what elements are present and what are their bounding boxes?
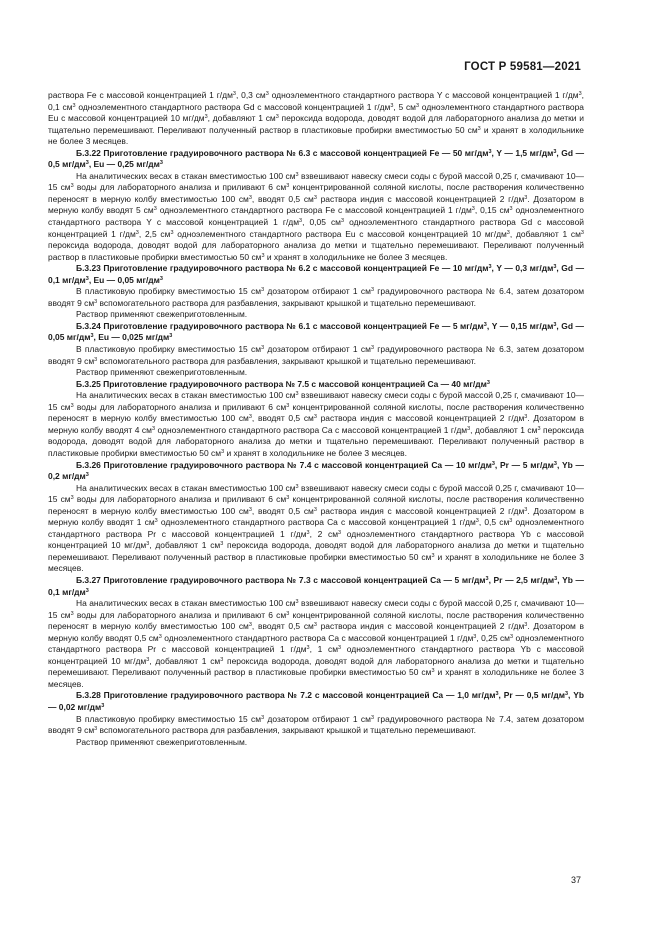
paragraph: В пластиковую пробирку вместимостью 15 $см^3$ дозатором отбирают 1 $см^3$ градуировочного раствора № 7.4, затем дозатором вводят 9 $см^3$ вспомогательного раствора для разбавления, закрывают крышкой и тщательно перемешивают. (48, 713, 584, 736)
section-heading: Б.3.22 Приготовление градуировочного раствора № 6.3 с массовой концентрацией Fe — 50 $мг/дм^3$, Y — 1,5 $мг/дм^3$, Gd — 0,5 $мг/дм^3$, Eu — 0,25 $мг/дм^3$ (48, 147, 585, 170)
paragraph: В пластиковую пробирку вместимостью 15 $см^3$ дозатором отбирают 1 $см^3$ градуировочного раствора № 6.4, затем дозатором вводят 9 $см^3$ вспомогательного раствора для разбавления, закрывают крышкой и тщательно перемешивают. (48, 286, 584, 308)
paragraph: Раствор применяют свежеприготовленным. (76, 309, 248, 320)
section-heading: Б.3.28 Приготовление градуировочного раствора № 7.2 с массовой концентрацией Ca — 1,0 $мг/дм^3$, Pr — 0,5 $мг/дм^3$, Yb — 0,02 $мг/дм^3$ (48, 690, 585, 712)
paragraph: Раствор применяют свежеприготовленным. (76, 367, 248, 378)
section-heading: Б.3.26 Приготовление градуировочного раствора № 7.4 с массовой концентрацией Ca — 10 $мг/дм^3$, Pr — 5 $мг/дм^3$, Yb — 0,2 $мг/дм^3$ (48, 459, 584, 482)
page-number: 37 (570, 875, 581, 885)
paragraph: Раствор применяют свежеприготовленным. (76, 736, 248, 747)
paragraph: На аналитических весах в стакан вместимостью 100 $см^3$ взвешивают навеску смеси соды с бурой массой 0,25 г, смачивают 10—15 $см^3$ воды для лабораторного анализа и приливают 6 $см^3$ концентрированной соляной кислоты, после растворения количественно переносят в мерную колбу вместимостью 100 $см^3$, вводят 0,5 $см^3$ раствора индия с массовой концентрацией 2 $г/дм^3$. Дозатором в мерную колбу вводят 1 $см^3$ одноэлементного стандартного раствора Ca с массовой концентрацией 1 $г/дм^3$, 0,5 $см^3$ одноэлементного стандартного раствора Pr с массовой концентрацией 1 $г/дм^3$, 2 $см^3$ одноэлементного стандартного раствора Yb с массовой концентрацией 10 $мг/дм^3$, добавляют 1 $см^3$ пероксида водорода, доводят водой для лабораторного анализа до метки и тщательно перемешивают. Переливают полученный раствор в пластиковые пробирки вместимостью 50 $см^3$ и хранят в холодильнике не более 3 месяцев. (48, 482, 585, 574)
section-heading: Б.3.23 Приготовление градуировочного раствора № 6.2 с массовой концентрацией Fe — 10 $мг/дм^3$, Y — 0,3 $мг/дм^3$, Gd — 0,1 $мг/дм^3$, Eu — 0,05 $мг/дм^3$ (48, 263, 585, 285)
paragraph: На аналитических весах в стакан вместимостью 100 $см^3$ взвешивают навеску смеси соды с бурой массой 0,25 г, смачивают 10—15 $см^3$ воды для лабораторного анализа и приливают 6 $см^3$ концентрированной соляной кислоты, после растворения количественно переносят в мерную колбу вместимостью 100 $см^3$, вводят 0,5 $см^3$ раствора индия с массовой концентрацией 2 $г/дм^3$. Дозатором в мерную колбу вводят 0,5 $см^3$ одноэлементного стандартного раствора Ca с массовой концентрацией 1 $г/дм^3$, 0,25 $см^3$ одноэлементного стандартного раствора Pr с массовой концентрацией 1 $г/дм^3$, 1 $см^3$ одноэлементного стандартного раствора Yb с массовой концентрацией 10 $мг/дм^3$, добавляют 1 $см^3$ пероксида водорода, доводят водой для лабораторного анализа до метки и тщательно перемешивают. Переливают полученный раствор в пластиковые пробирки вместимостью 50 $см^3$ и хранят в холодильнике не более 3 месяцев. (48, 598, 585, 689)
paragraph: В пластиковую пробирку вместимостью 15 $см^3$ дозатором отбирают 1 $см^3$ градуировочного раствора № 6.3, затем дозатором вводят 9 $см^3$ вспомогательного раствора для разбавления, закрывают крышкой и тщательно перемешивают. (48, 344, 584, 366)
paragraph: На аналитических весах в стакан вместимостью 100 $см^3$ взвешивают навеску смеси соды с бурой массой 0,25 г, смачивают 10—15 $см^3$ воды для лабораторного анализа и приливают 6 $см^3$ концентрированной соляной кислоты, после растворения количественно переносят в мерную колбу вместимостью 100 $см^3$, вводят 0,5 $см^3$ раствора индия с массовой концентрацией 2 $г/дм^3$. Дозатором в мерную колбу вводят 5 $см^3$ одноэлементного стандартного раствора Fe с массовой концентрацией 1 $г/дм^3$, 0,15 $см^3$ одноэлементного стандартного раствора Y с массовой концентрацией 1 $г/дм^3$, 0,05 $см^3$ одноэлементного стандартного раствора Gd с массовой концентрацией 1 $г/дм^3$, 2,5 $см^3$ одноэлементного стандартного раствора Eu с массовой концентрацией 10 $мг/дм^3$, добавляют 1 $см^3$ пероксида водорода, доводят водой для лабораторного анализа до метки и тщательно перемешивают. Переливают полученный раствор в пластиковые пробирки вместимостью 50 $см^3$ и хранят в холодильнике не более 3 месяцев. (48, 170, 585, 262)
paragraph: раствора Fe с массовой концентрацией 1 $г/дм^3$, 0,3 $см^3$ одноэлементного стандартного раствора Y с массовой концентрацией 1 $г/дм^3$, 0,1 $см^3$ одноэлементного стандартного раствора Gd с массовой концентрацией 1 $г/дм^3$, 5 $см^3$ одноэлементного стандартного раствора Eu с массовой концентрацией 10 $мг/дм^3$, добавляют 1 $см^3$ пероксида водорода, доводят водой для лабораторного анализа до метки и тщательно перемешивают. Переливают полученный раствор в пластиковые пробирки вместимостью 50 $см^3$ и хранят в холодильнике не более 3 месяцев. (48, 90, 584, 147)
document-code: ГОСТ Р 59581—2021 (464, 61, 581, 73)
section-heading: Б.3.27 Приготовление градуировочного раствора № 7.3 с массовой концентрацией Ca — 5 $мг/дм^3$, Pr — 2,5 $мг/дм^3$, Yb — 0,1 $мг/дм^3$ (48, 574, 584, 597)
section-heading: Б.3.25 Приготовление градуировочного раствора № 7.5 с массовой концентрацией Ca — 40 $мг/дм^3$ (76, 378, 490, 389)
section-heading: Б.3.24 Приготовление градуировочного раствора № 6.1 с массовой концентрацией Fe — 5 $мг/дм^3$, Y — 0,15 $мг/дм^3$, Gd — 0,05 $мг/дм^3$, Eu — 0,025 $мг/дм^3$ (48, 320, 584, 343)
document-body (48, 90, 584, 748)
paragraph: На аналитических весах в стакан вместимостью 100 $см^3$ взвешивают навеску смеси соды с бурой массой 0,25 г, смачивают 10—15 $см^3$ воды для лабораторного анализа и приливают 6 $см^3$ концентрированной соляной кислоты, после растворения количественно переносят в мерную колбу вместимостью 100 $см^3$, вводят 0,5 $см^3$ раствора индия с массовой концентрацией 2 $г/дм^3$. Дозатором в мерную колбу вводят 4 $см^3$ одноэлементного стандартного раствора Ca с массовой концентрацией 1 $г/дм^3$, добавляют 1 $см^3$ пероксида водорода, доводят водой для лабораторного анализа до метки и тщательно перемешивают. Переливают полученный раствор в пластиковые пробирки вместимостью 50 $см^3$ и хранят в холодильнике не более 3 месяцев. (48, 390, 585, 458)
